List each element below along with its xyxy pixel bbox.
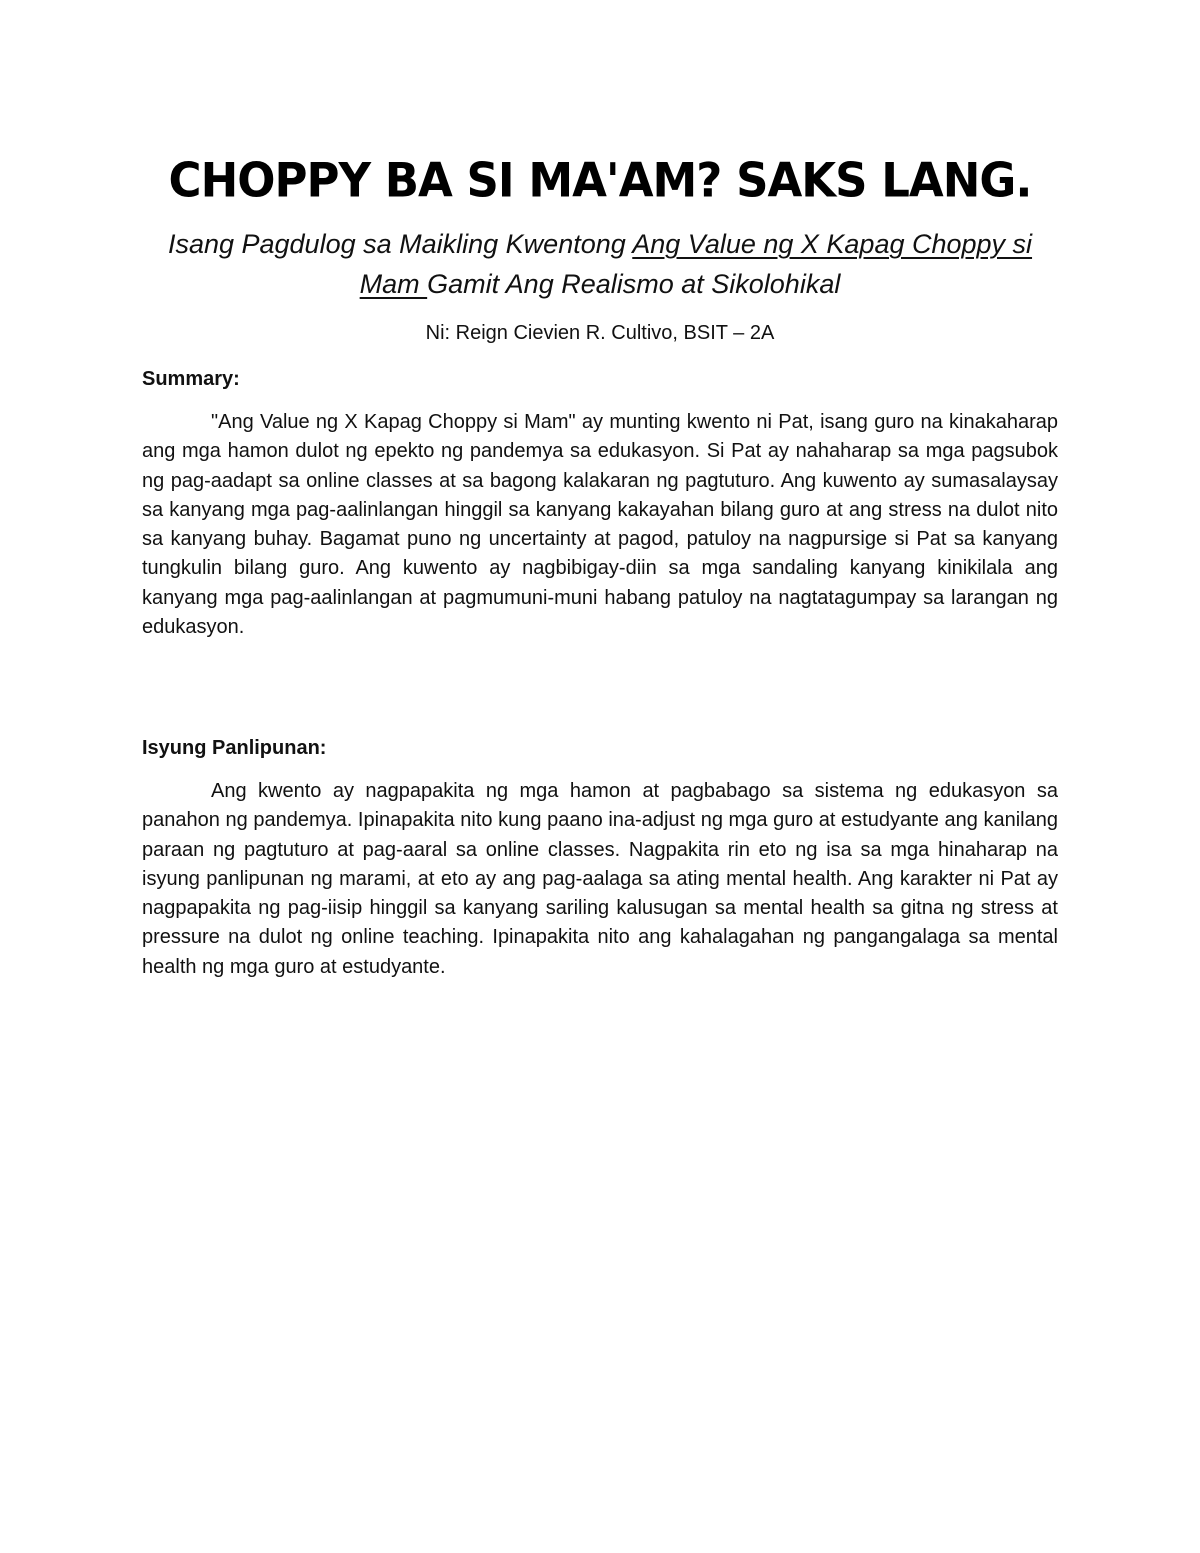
subtitle-prefix: Isang Pagdulog sa Maikling Kwentong (167, 229, 633, 259)
subtitle-suffix: Gamit Ang Realismo at Sikolohikal (427, 269, 841, 299)
isyung-panlipunan-heading: Isyung Panlipunan: (142, 737, 327, 759)
document-title: CHOPPY BA SI MA'AM? SAKS LANG. (168, 152, 1032, 209)
summary-heading: Summary: (142, 368, 240, 390)
isyung-panlipunan-paragraph: Ang kwento ay nagpapakita ng mga hamon at pagbabago sa sistema ng edukasyon sa panahon ng pandemya. Ipinapakita nito kung paano ina-adjust ng mga guro at estudyante ang kanilang paraan ng pagtuturo at pag-aaral sa online classes. Nagpakita rin eto ng isa sa mga hinaharap na isyung panlipunan ng marami, at eto ay ang pag-aalaga sa ating mental health. Ang karakter ni Pat ay nagpapakita ng pag-iisip hinggil sa kanyang sariling kalusugan sa mental health sa gitna ng stress at pressure na dulot ng online teaching. Ipinapakita nito ang kahalagahan ng pangangalaga sa mental health ng mga guro at estudyante. (142, 780, 1058, 978)
author-line: Ni: Reign Cievien R. Cultivo, BSIT – 2A (425, 322, 775, 344)
subtitle-story-title: Ang Value ng X Kapag Choppy si Mam (359, 229, 1033, 299)
document-subtitle (140, 224, 1060, 304)
summary-paragraph: "Ang Value ng X Kapag Choppy si Mam" ay munting kwento ni Pat, isang guro na kinakaharap ang mga hamon dulot ng epekto ng pandemya sa edukasyon. Si Pat ay nahaharap sa mga pagsubok ng pag-aadapt sa online classes at sa bagong kalakaran ng pagtuturo. Ang kuwento ay sumasalaysay sa kanyang mga pag-aalinlangan hinggil sa kanyang kakayahan bilang guro at ang stress na dulot nito sa kanyang buhay. Bagamat puno ng uncertainty at pagod, patuloy na nagpursige si Pat sa kanyang tungkulin bilang guro. Ang kuwento ay nagbibigay-diin sa mga sandaling kanyang kinikilala ang kanyang mga pag-aalinlangan at pagmumuni-muni habang patuloy na nagtatagumpay sa larangan ng edukasyon. (142, 411, 1058, 639)
